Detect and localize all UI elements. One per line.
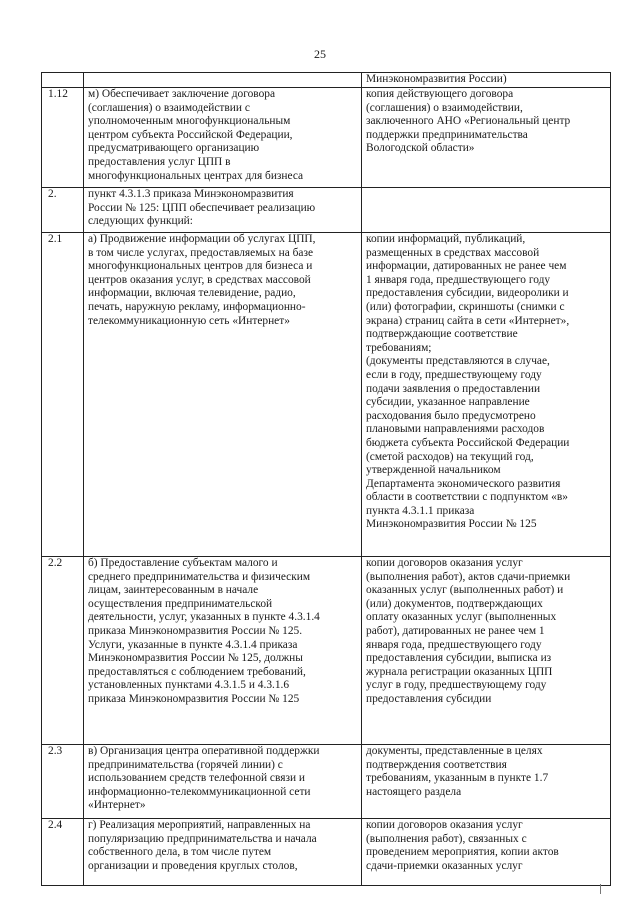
activity-cell: в) Организация центра оперативной поддержки предпринимательства (горячей линии) с использованием средств телефонной связи и информационно-телекоммуникационной сети «Интернет» [84,745,362,819]
activity-cell: пункт 4.3.1.3 приказа Минэкономразвития России № 125: ЦПП обеспечивает реализацию следующих функций: [84,188,362,233]
table-row [42,557,611,745]
documents-cell: Минэкономразвития России) [362,73,611,88]
activity-cell: а) Продвижение информации об услугах ЦПП, в том числе услугах, предоставляемых на базе многофункциональных центров для бизнеса и центров оказания услуг, в средствах массовой информации, включая телевидение, радио, печать, наружную рекламу, информационно- телекоммуникационную сеть «Интернет» [84,233,362,557]
row-number-cell: 2. [42,188,84,233]
documents-cell: копии договоров оказания услуг (выполнения работ), актов сдачи-приемки оказанных услуг (выполненных работ) и (или) документов, подтверждающих оплату оказанных услуг (выполненных работ), датированных не ранее чем 1 января года, предшествующего году предоставления субсидии, выписка из журнала регистрации оказанных ЦПП услуг в году, предшествующему году предоставления субсидии [362,557,611,745]
documents-cell: копии информаций, публикаций, размещенных в средствах массовой информации, датированных не ранее чем 1 января года, предшествующего году предоставления субсидии, видеоролики и (или) фотографии, скриншоты (снимки с экрана) страниц сайта в сети «Интернет», подтверждающие соответствие требованиям; (документы представляются в случае, если в году, предшествующему году подачи заявления о предоставлении субсидии, указанное направление расходования было предусмотрено плановыми направлениями расходов бюджета субъекта Российской Федерации (сметой расходов) на текущий год, утвержденной начальником Департамента экономического развития области в соответствии с подпунктом «в» пункта 4.3.1.1 приказа Минэкономразвития России № 125 [362,233,611,557]
table-row [42,188,611,233]
documents-cell: копии договоров оказания услуг (выполнения работ), связанных с проведением мероприятия, копии актов сдачи-приемки оказанных услуг [362,819,611,886]
table-row [42,233,611,557]
activity-cell: б) Предоставление субъектам малого и среднего предпринимательства и физическим лицам, заинтересованным в начале осуществления предпринимательской деятельности, услуг, указанных в пункте 4.3.1.4 приказа Минэкономразвития России № 125. Услуги, указанные в пункте 4.3.1.4 приказа Минэкономразвития России № 125, должны предоставляться с соблюдением требований, установленных пунктами 4.3.1.5 и 4.3.1.6 приказа Минэкономразвития России № 125 [84,557,362,745]
row-number-cell: 2.3 [42,745,84,819]
activity-cell [84,73,362,88]
table-row [42,745,611,819]
documents-cell: копия действующего договора (соглашения) о взаимодействии, заключенного АНО «Региональный центр поддержки предпринимательства Вологодской области» [362,88,611,188]
table-row [42,819,611,886]
row-number-cell: 1.12 [42,88,84,188]
documents-cell [362,188,611,233]
table-row [42,88,611,188]
documents-cell: документы, представленные в целях подтверждения соответствия требованиям, указанным в пункте 1.7 настоящего раздела [362,745,611,819]
table-row [42,73,611,88]
activity-cell: м) Обеспечивает заключение договора (соглашения) о взаимодействии с уполномоченным многофункциональным центром субъекта Российской Федерации, предусматривающего организацию предоставления услуг ЦПП в многофункциональных центрах для бизнеса [84,88,362,188]
row-number-cell: 2.2 [42,557,84,745]
page-number: 25 [314,47,326,61]
scan-mark [600,884,601,894]
row-number-cell: 2.1 [42,233,84,557]
requirements-table [41,72,611,886]
activity-cell: г) Реализация мероприятий, направленных на популяризацию предпринимательства и начала собственного дела, в том числе путем организации и проведения круглых столов, [84,819,362,886]
row-number-cell: 2.4 [42,819,84,886]
row-number-cell [42,73,84,88]
